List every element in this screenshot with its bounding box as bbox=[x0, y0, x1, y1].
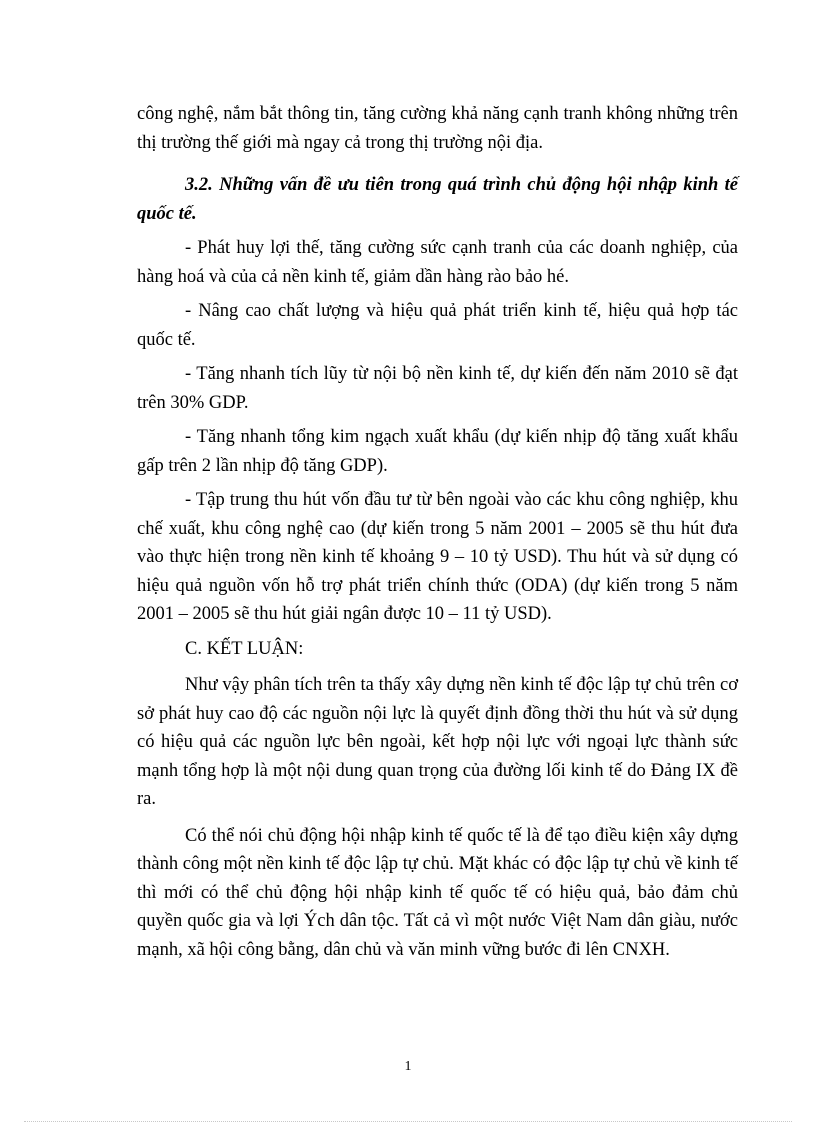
conclusion-paragraph: Có thể nói chủ động hội nhập kinh tế quốc tế là để tạo điều kiện xây dựng thành công một nền kinh tế độc lập tự chủ. Mặt khác có độc lập tự chủ về kinh tế thì mới có thể chủ động hội nhập kinh tế quốc tế có hiệu quả, bảo đảm chủ quyền quốc gia và lợi Ých dân tộc. Tất cả vì một nước Việt Nam dân giàu, nước mạnh, xã hội công bằng, dân chủ và văn minh vững bước đi lên CNXH. bbox=[137, 825, 738, 960]
page-number: 1 bbox=[404, 1059, 412, 1074]
priority-item: - Phát huy lợi thế, tăng cường sức cạnh tranh của các doanh nghiệp, của hàng hoá và của cả nền kinh tế, giảm dần hàng rào bảo hé. bbox=[137, 238, 738, 287]
page-edge-divider bbox=[24, 1121, 792, 1122]
document-body bbox=[137, 100, 738, 964]
priority-item: - Tăng nhanh tích lũy từ nội bộ nền kinh tế, dự kiến đến năm 2010 sẽ đạt trên 30% GDP. bbox=[137, 364, 738, 413]
conclusion-heading: C. KẾT LUẬN: bbox=[185, 638, 304, 659]
priority-item: - Tăng nhanh tổng kim ngạch xuất khẩu (dự kiến nhịp độ tăng xuất khẩu gấp trên 2 lần nhịp độ tăng GDP). bbox=[137, 427, 738, 476]
conclusion-paragraph: Như vậy phân tích trên ta thấy xây dựng nền kinh tế độc lập tự chủ trên cơ sở phát huy cao độ các nguồn nội lực là quyết định đồng thời thu hút và sử dụng có hiệu quả các nguồn lực bên ngoài, kết hợp nội lực với ngoại lực thành sức mạnh tổng hợp là một nội dung quan trọng của đường lối kinh tế do Đảng IX đề ra. bbox=[137, 675, 738, 809]
section-heading: 3.2. Những vấn đề ưu tiên trong quá trình chủ động hội nhập kinh tế quốc tế. bbox=[137, 175, 738, 224]
priority-item: - Tập trung thu hút vốn đầu tư từ bên ngoài vào các khu công nghiệp, khu chế xuất, khu công nghệ cao (dự kiến trong 5 năm 2001 – 2005 sẽ thu hút đưa vào thực hiện trong nền kinh tế khoảng 9 – 10 tỷ USD). Thu hút và sử dụng có hiệu quả nguồn vốn hỗ trợ phát triển chính thức (ODA) (dự kiến trong 5 năm 2001 – 2005 sẽ thu hút giải ngân được 10 – 11 tỷ USD). bbox=[137, 490, 738, 624]
paragraph-continuation: công nghệ, nắm bắt thông tin, tăng cường khả năng cạnh tranh không những trên thị trường thế giới mà ngay cả trong thị trường nội địa. bbox=[137, 104, 738, 153]
priority-item: - Nâng cao chất lượng và hiệu quả phát triển kinh tế, hiệu quả hợp tác quốc tế. bbox=[137, 301, 738, 350]
